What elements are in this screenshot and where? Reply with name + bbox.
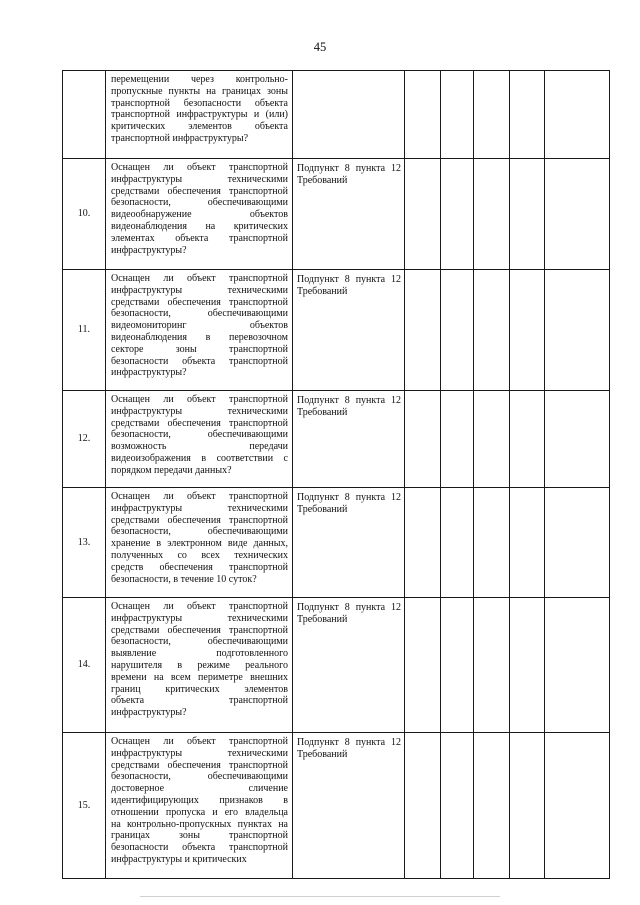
checklist-table <box>62 70 610 879</box>
requirement-reference-line: Подпункт 8 пункта 12 <box>297 274 401 285</box>
question-cell <box>106 71 293 159</box>
question-line: инфраструктуры? <box>111 707 187 719</box>
answer-cell <box>545 488 610 598</box>
answer-cell <box>474 488 510 598</box>
answer-cell <box>474 598 510 733</box>
requirement-reference-line: Требований <box>297 748 348 760</box>
question-line: инфраструктуры техническими <box>111 284 288 296</box>
table-row <box>63 598 610 733</box>
question-line: средств обеспечения транспортной <box>111 561 288 573</box>
requirement-reference-line: Требований <box>297 406 348 418</box>
answer-cell <box>441 71 474 159</box>
requirement-reference-line: Требований <box>297 613 348 625</box>
answer-cell <box>474 733 510 879</box>
question-line: безопасности объекта транспортной <box>111 355 288 367</box>
question-cell <box>106 159 293 270</box>
question-line: средствами обеспечения транспортной <box>111 417 288 429</box>
answer-cell <box>405 159 441 270</box>
table-row <box>63 733 610 879</box>
requirement-reference-line: Подпункт 8 пункта 12 <box>297 602 401 613</box>
answer-cell <box>474 71 510 159</box>
answer-cell <box>545 733 610 879</box>
table-row <box>63 159 610 270</box>
question-line: Оснащен ли объект транспортной <box>111 601 288 612</box>
question-line: инфраструктуры техническими <box>111 502 288 514</box>
row-number <box>63 71 106 159</box>
answer-cell <box>510 71 545 159</box>
question-line: нарушителя в режиме реального <box>111 659 288 671</box>
question-line: возможность передачи <box>111 441 288 453</box>
answer-cell <box>545 391 610 488</box>
question-line: на контрольно-пропускных пунктах на <box>111 818 288 830</box>
question-line: идентифицирующих признаков в <box>111 794 288 806</box>
answer-cell <box>405 391 441 488</box>
question-line: Оснащен ли объект транспортной <box>111 394 288 405</box>
question-line: инфраструктуры техническими <box>111 405 288 417</box>
answer-cell <box>545 71 610 159</box>
requirement-reference-line: Подпункт 8 пункта 12 <box>297 492 401 503</box>
question-line: границ критических элементов <box>111 683 288 695</box>
question-line: секторе зоны транспортной <box>111 343 288 355</box>
question-line: видеообнаружение объектов <box>111 209 288 221</box>
question-line: безопасности, в течение 10 суток? <box>111 573 257 585</box>
question-line: средствами обеспечения транспортной <box>111 759 288 771</box>
answer-cell <box>474 270 510 391</box>
question-line: безопасности, обеспечивающими <box>111 429 288 441</box>
question-line: средствами обеспечения транспортной <box>111 185 288 197</box>
requirement-reference-line: Подпункт 8 пункта 12 <box>297 395 401 406</box>
requirement-reference-cell <box>293 733 405 879</box>
requirement-reference-line: Подпункт 8 пункта 12 <box>297 737 401 748</box>
question-line: инфраструктуры техническими <box>111 747 288 759</box>
requirement-reference-line: Требований <box>297 503 348 515</box>
row-number: 13. <box>63 488 106 598</box>
question-line: Оснащен ли объект транспортной <box>111 491 288 502</box>
question-line: инфраструктуры техническими <box>111 612 288 624</box>
answer-cell <box>405 488 441 598</box>
answer-cell <box>405 270 441 391</box>
question-line: пропускные пункты на границах зоны <box>111 85 288 97</box>
answer-cell <box>405 71 441 159</box>
question-line: выявление подготовленного <box>111 648 288 660</box>
row-number: 11. <box>63 270 106 391</box>
question-line: границах зоны транспортной <box>111 830 288 842</box>
question-line: порядком передачи данных? <box>111 464 232 476</box>
requirement-reference-cell <box>293 488 405 598</box>
row-number: 12. <box>63 391 106 488</box>
question-line: критических элементов объекта <box>111 121 288 133</box>
requirement-reference-line: Требований <box>297 285 348 297</box>
answer-cell <box>545 598 610 733</box>
requirement-reference-cell <box>293 598 405 733</box>
answer-cell <box>510 733 545 879</box>
requirement-reference-cell <box>293 71 405 159</box>
answer-cell <box>510 488 545 598</box>
question-line: инфраструктуры техническими <box>111 173 288 185</box>
question-cell <box>106 391 293 488</box>
question-line: безопасности объекта транспортной <box>111 842 288 854</box>
question-line: безопасности, обеспечивающими <box>111 771 288 783</box>
question-line: видеонаблюдения на критических <box>111 220 288 232</box>
question-line: безопасности, обеспечивающими <box>111 308 288 320</box>
answer-cell <box>510 391 545 488</box>
row-number: 10. <box>63 159 106 270</box>
table-row <box>63 488 610 598</box>
answer-cell <box>441 270 474 391</box>
question-line: полученных со всех технических <box>111 549 288 561</box>
question-line: перемещении через контрольно- <box>111 74 288 85</box>
row-number: 14. <box>63 598 106 733</box>
answer-cell <box>545 270 610 391</box>
question-line: видеомониторинг объектов <box>111 320 288 332</box>
question-line: объекта транспортной <box>111 695 288 707</box>
question-line: транспортной инфраструктуры? <box>111 132 249 144</box>
question-line: элементах объекта транспортной <box>111 232 288 244</box>
answer-cell <box>510 270 545 391</box>
question-cell <box>106 598 293 733</box>
answer-cell <box>510 159 545 270</box>
question-cell <box>106 733 293 879</box>
answer-cell <box>441 598 474 733</box>
question-line: видеоизображения в соответствии с <box>111 452 288 464</box>
question-line: времени на всем периметре внешних <box>111 671 288 683</box>
question-line: средствами обеспечения транспортной <box>111 296 288 308</box>
question-line: Оснащен ли объект транспортной <box>111 273 288 284</box>
question-line: хранение в электронном виде данных, <box>111 538 288 550</box>
question-line: средствами обеспечения транспортной <box>111 624 288 636</box>
table-row <box>63 391 610 488</box>
question-line: инфраструктуры и критических <box>111 853 247 865</box>
question-line: транспортной безопасности объекта <box>111 97 288 109</box>
table-row <box>63 270 610 391</box>
question-line: инфраструктуры? <box>111 244 187 256</box>
requirement-reference-cell <box>293 270 405 391</box>
answer-cell <box>441 159 474 270</box>
question-line: Оснащен ли объект транспортной <box>111 736 288 747</box>
answer-cell <box>405 733 441 879</box>
question-line: инфраструктуры? <box>111 367 187 379</box>
requirement-reference-cell <box>293 391 405 488</box>
row-number: 15. <box>63 733 106 879</box>
question-line: Оснащен ли объект транспортной <box>111 162 288 173</box>
question-line: безопасности, обеспечивающими <box>111 526 288 538</box>
answer-cell <box>405 598 441 733</box>
answer-cell <box>474 159 510 270</box>
scan-edge-line <box>140 896 500 897</box>
question-line: достоверное сличение <box>111 783 288 795</box>
question-line: безопасности, обеспечивающими <box>111 197 288 209</box>
question-line: средствами обеспечения транспортной <box>111 514 288 526</box>
requirement-reference-line: Требований <box>297 174 348 186</box>
answer-cell <box>474 391 510 488</box>
answer-cell <box>441 391 474 488</box>
table-row <box>63 71 610 159</box>
question-line: видеонаблюдения в перевозочном <box>111 331 288 343</box>
requirement-reference-cell <box>293 159 405 270</box>
answer-cell <box>441 733 474 879</box>
question-line: транспортной инфраструктуры и (или) <box>111 109 288 121</box>
page-number: 45 <box>313 40 327 54</box>
answer-cell <box>441 488 474 598</box>
answer-cell <box>545 159 610 270</box>
question-cell <box>106 270 293 391</box>
question-cell <box>106 488 293 598</box>
question-line: безопасности, обеспечивающими <box>111 636 288 648</box>
requirement-reference-line: Подпункт 8 пункта 12 <box>297 163 401 174</box>
answer-cell <box>510 598 545 733</box>
question-line: отношении пропуска и его владельца <box>111 806 288 818</box>
